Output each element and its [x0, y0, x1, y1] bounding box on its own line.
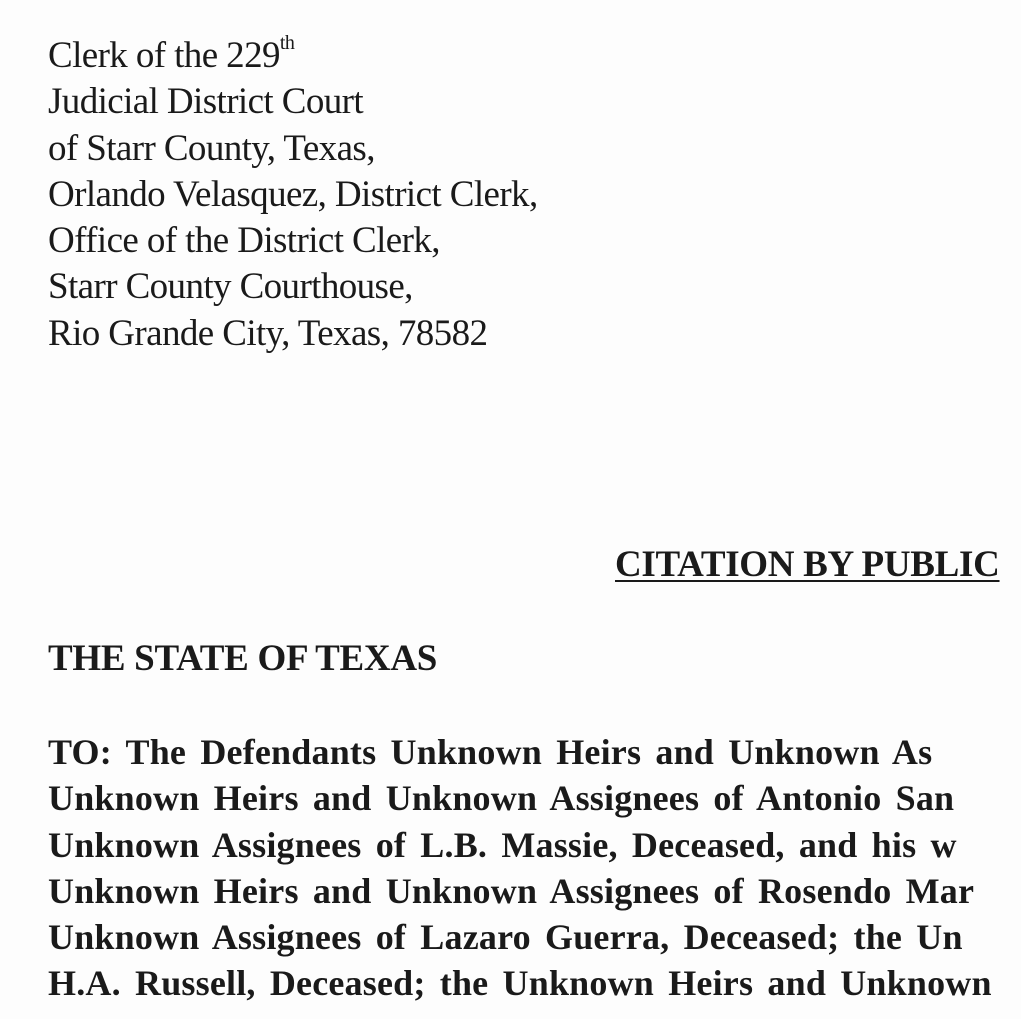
body-line: Unknown Heirs and Unknown Assignees of Rosendo Mar: [48, 870, 975, 911]
body-line: Unknown Heirs and Unknown Assignees of Antonio San: [48, 778, 955, 819]
document-title: CITATION BY PUBLIC: [615, 544, 1000, 585]
body-line: Unknown Assignees of L.B. Massie, Deceased, and his w: [48, 824, 957, 865]
body-line: TO: The Defendants Unknown Heirs and Unknown As: [48, 732, 933, 772]
address-line: Starr County Courthouse,: [48, 266, 413, 308]
ordinal-suffix: th: [279, 32, 295, 54]
body-line: H.A. Russell, Deceased; the Unknown Heirs and Unknown: [48, 963, 992, 1004]
address-line: Rio Grande City, Texas, 78582: [48, 312, 488, 354]
address-text: Clerk of the 229: [48, 35, 280, 76]
clerk-address-block: [48, 33, 538, 357]
address-line: Office of the District Clerk,: [48, 220, 440, 262]
state-heading: THE STATE OF TEXAS: [48, 638, 438, 679]
body-line: Unknown Assignees of Lazaro Guerra, Deceased; the Un: [48, 917, 963, 958]
citation-body: [48, 729, 1021, 1007]
address-line: of Starr County, Texas,: [48, 127, 375, 169]
address-line: Orlando Velasquez, District Clerk,: [48, 173, 538, 215]
address-line: [48, 33, 538, 79]
address-line: Judicial District Court: [48, 81, 364, 123]
